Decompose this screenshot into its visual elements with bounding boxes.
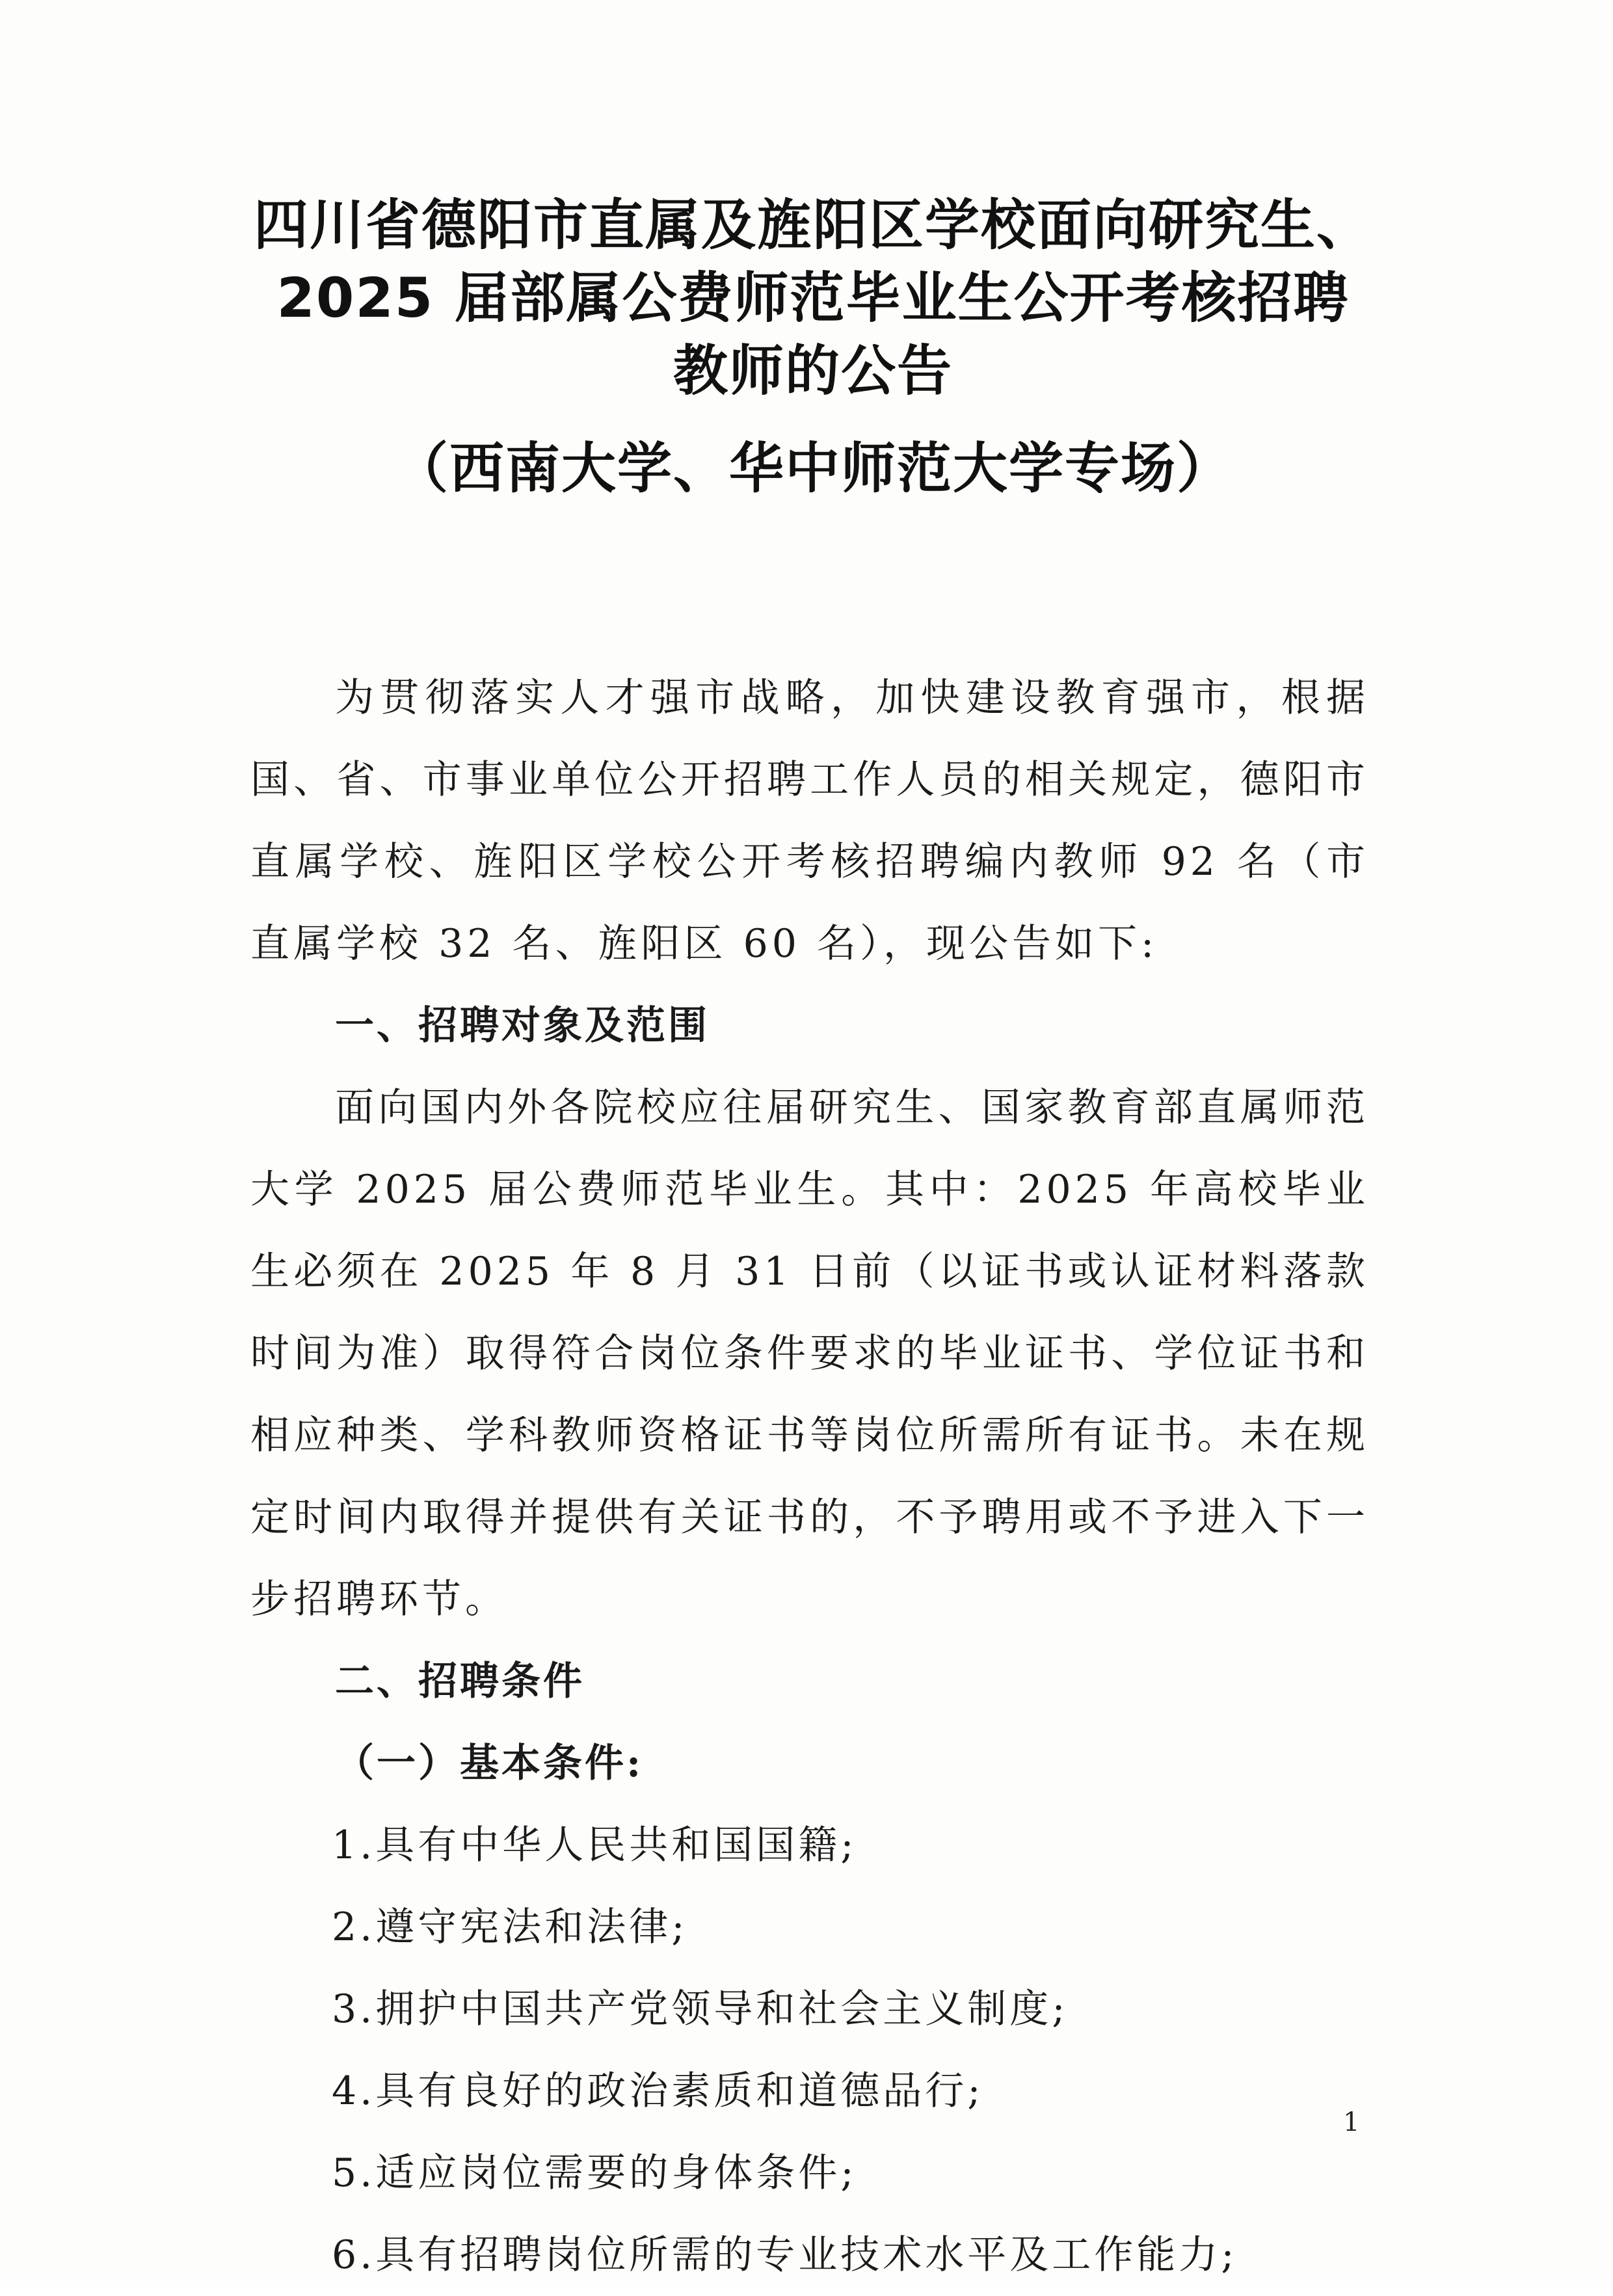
condition-item-2: 2.遵守宪法和法律; (332, 1904, 688, 1950)
condition-item-1: 1.具有中华人民共和国国籍; (332, 1822, 857, 1868)
section-heading-recruitment-conditions: 二、招聘条件 (335, 1659, 585, 1704)
title-line-1: 四川省德阳市直属及旌阳区学校面向研究生、 (253, 193, 1372, 257)
condition-item-6: 6.具有招聘岗位所需的专业技术水平及工作能力; (332, 2232, 1238, 2278)
document-body (250, 657, 1369, 2296)
section-heading-recruitment-targets: 一、招聘对象及范围 (335, 1003, 710, 1048)
page-number: 1 (1343, 2107, 1360, 2137)
condition-item-5: 5.适应岗位需要的身体条件; (332, 2150, 857, 2196)
announcement-title (195, 189, 1431, 505)
intro-paragraph: 为贯彻落实人才强市战略，加快建设教育强市，根据国、省、市事业单位公开招聘工作人员的相关规定，德阳市直属学校、旌阳区学校公开考核招聘编内教师 92 名（市直属学校 32 名、旌阳区 60 名），现公告如下: (250, 675, 1369, 967)
announcement-subtitle: （西南大学、华中师范大学专场） (393, 436, 1233, 500)
recruitment-targets-paragraph: 面向国内外各院校应往届研究生、国家教育部直属师范大学 2025 届公费师范毕业生。其中：2025 年高校毕业生必须在 2025 年 8 月 31 日前（以证书或认证材料落款时间为准）取得符合岗位条件要求的毕业证书、学位证书和相应种类、学科教师资格证书等岗位所需所有证书。未在规定时间内取得并提供有关证书的，不予聘用或不予进入下一步招聘环节。 (250, 1085, 1369, 1622)
title-line-2: 2025 届部属公费师范毕业生公开考核招聘 (276, 266, 1350, 330)
condition-item-3: 3.拥护中国共产党领导和社会主义制度; (332, 1986, 1069, 2032)
basic-conditions-heading: （一）基本条件: (335, 1741, 644, 1786)
condition-item-4: 4.具有良好的政治素质和道德品行; (332, 2068, 984, 2114)
title-line-3: 教师的公告 (673, 339, 953, 403)
